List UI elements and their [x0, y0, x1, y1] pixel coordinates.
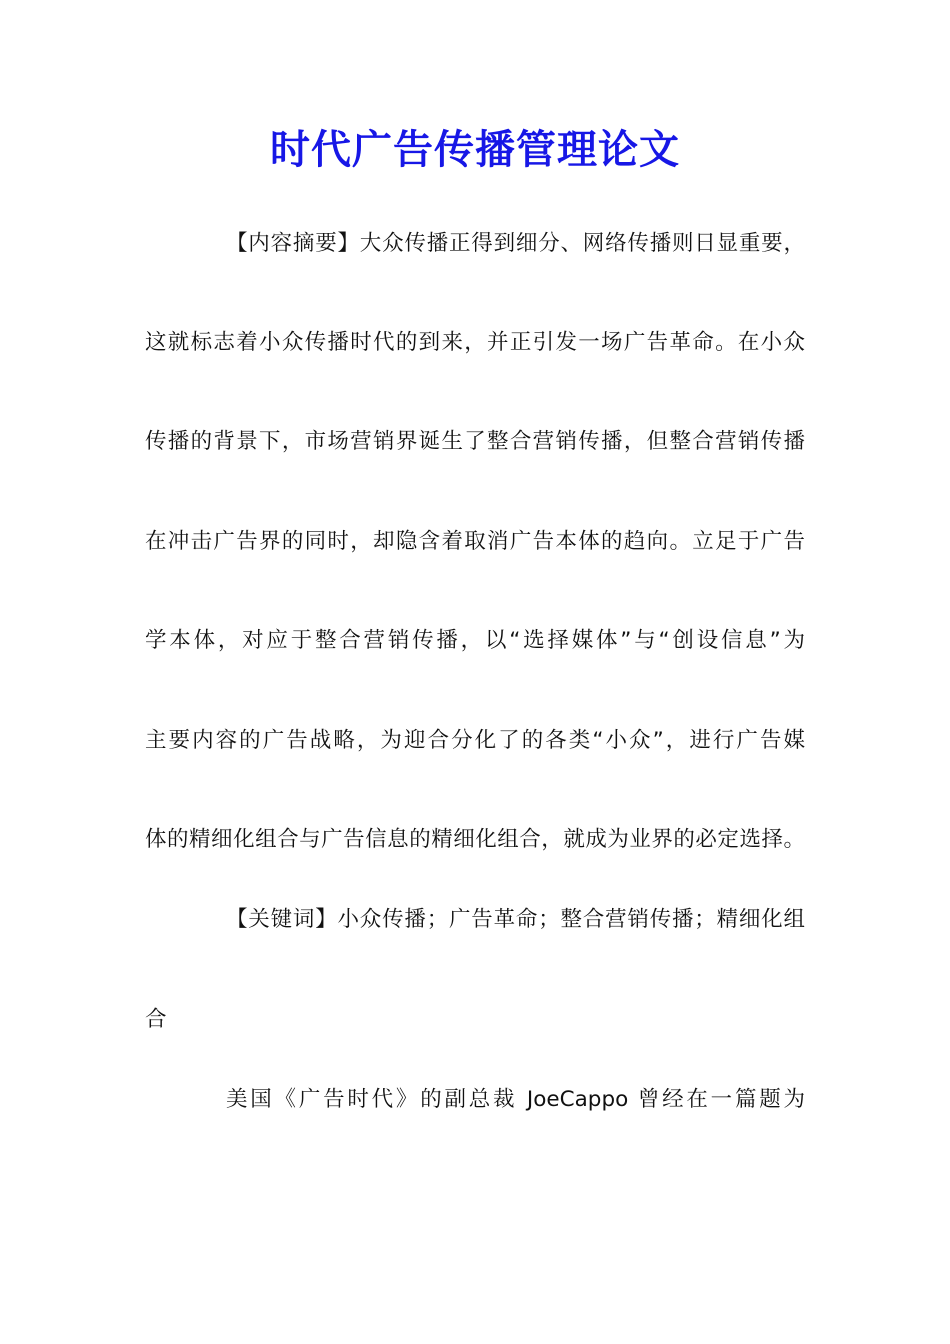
- abstract-line-4: 在冲击广告界的同时，却隐含着取消广告本体的趋向。立足于广告: [145, 529, 805, 554]
- abstract-line-7: 体的精细化组合与广告信息的精细化组合，就成为业界的必定选择。: [145, 827, 805, 852]
- abstract-line-1: 【内容摘要】大众传播正得到细分、网络传播则日显重要，: [226, 231, 805, 256]
- document-title: 时代广告传播管理论文: [270, 126, 680, 173]
- keywords-line-2: 合: [145, 1007, 167, 1032]
- body-line-1: 美国《广告时代》的副总裁 JoeCappo 曾经在一篇题为: [226, 1087, 805, 1112]
- abstract-line-3: 传播的背景下，市场营销界诞生了整合营销传播，但整合营销传播: [145, 429, 805, 454]
- abstract-line-6: 主要内容的广告战略，为迎合分化了的各类“小众”，进行广告媒: [145, 728, 805, 753]
- abstract-line-5: 学本体，对应于整合营销传播，以“选择媒体”与“创设信息”为: [145, 628, 805, 653]
- abstract-line-2: 这就标志着小众传播时代的到来，并正引发一场广告革命。在小众: [145, 330, 805, 355]
- keywords-line-1: 【关键词】小众传播；广告革命；整合营销传播；精细化组: [226, 907, 805, 932]
